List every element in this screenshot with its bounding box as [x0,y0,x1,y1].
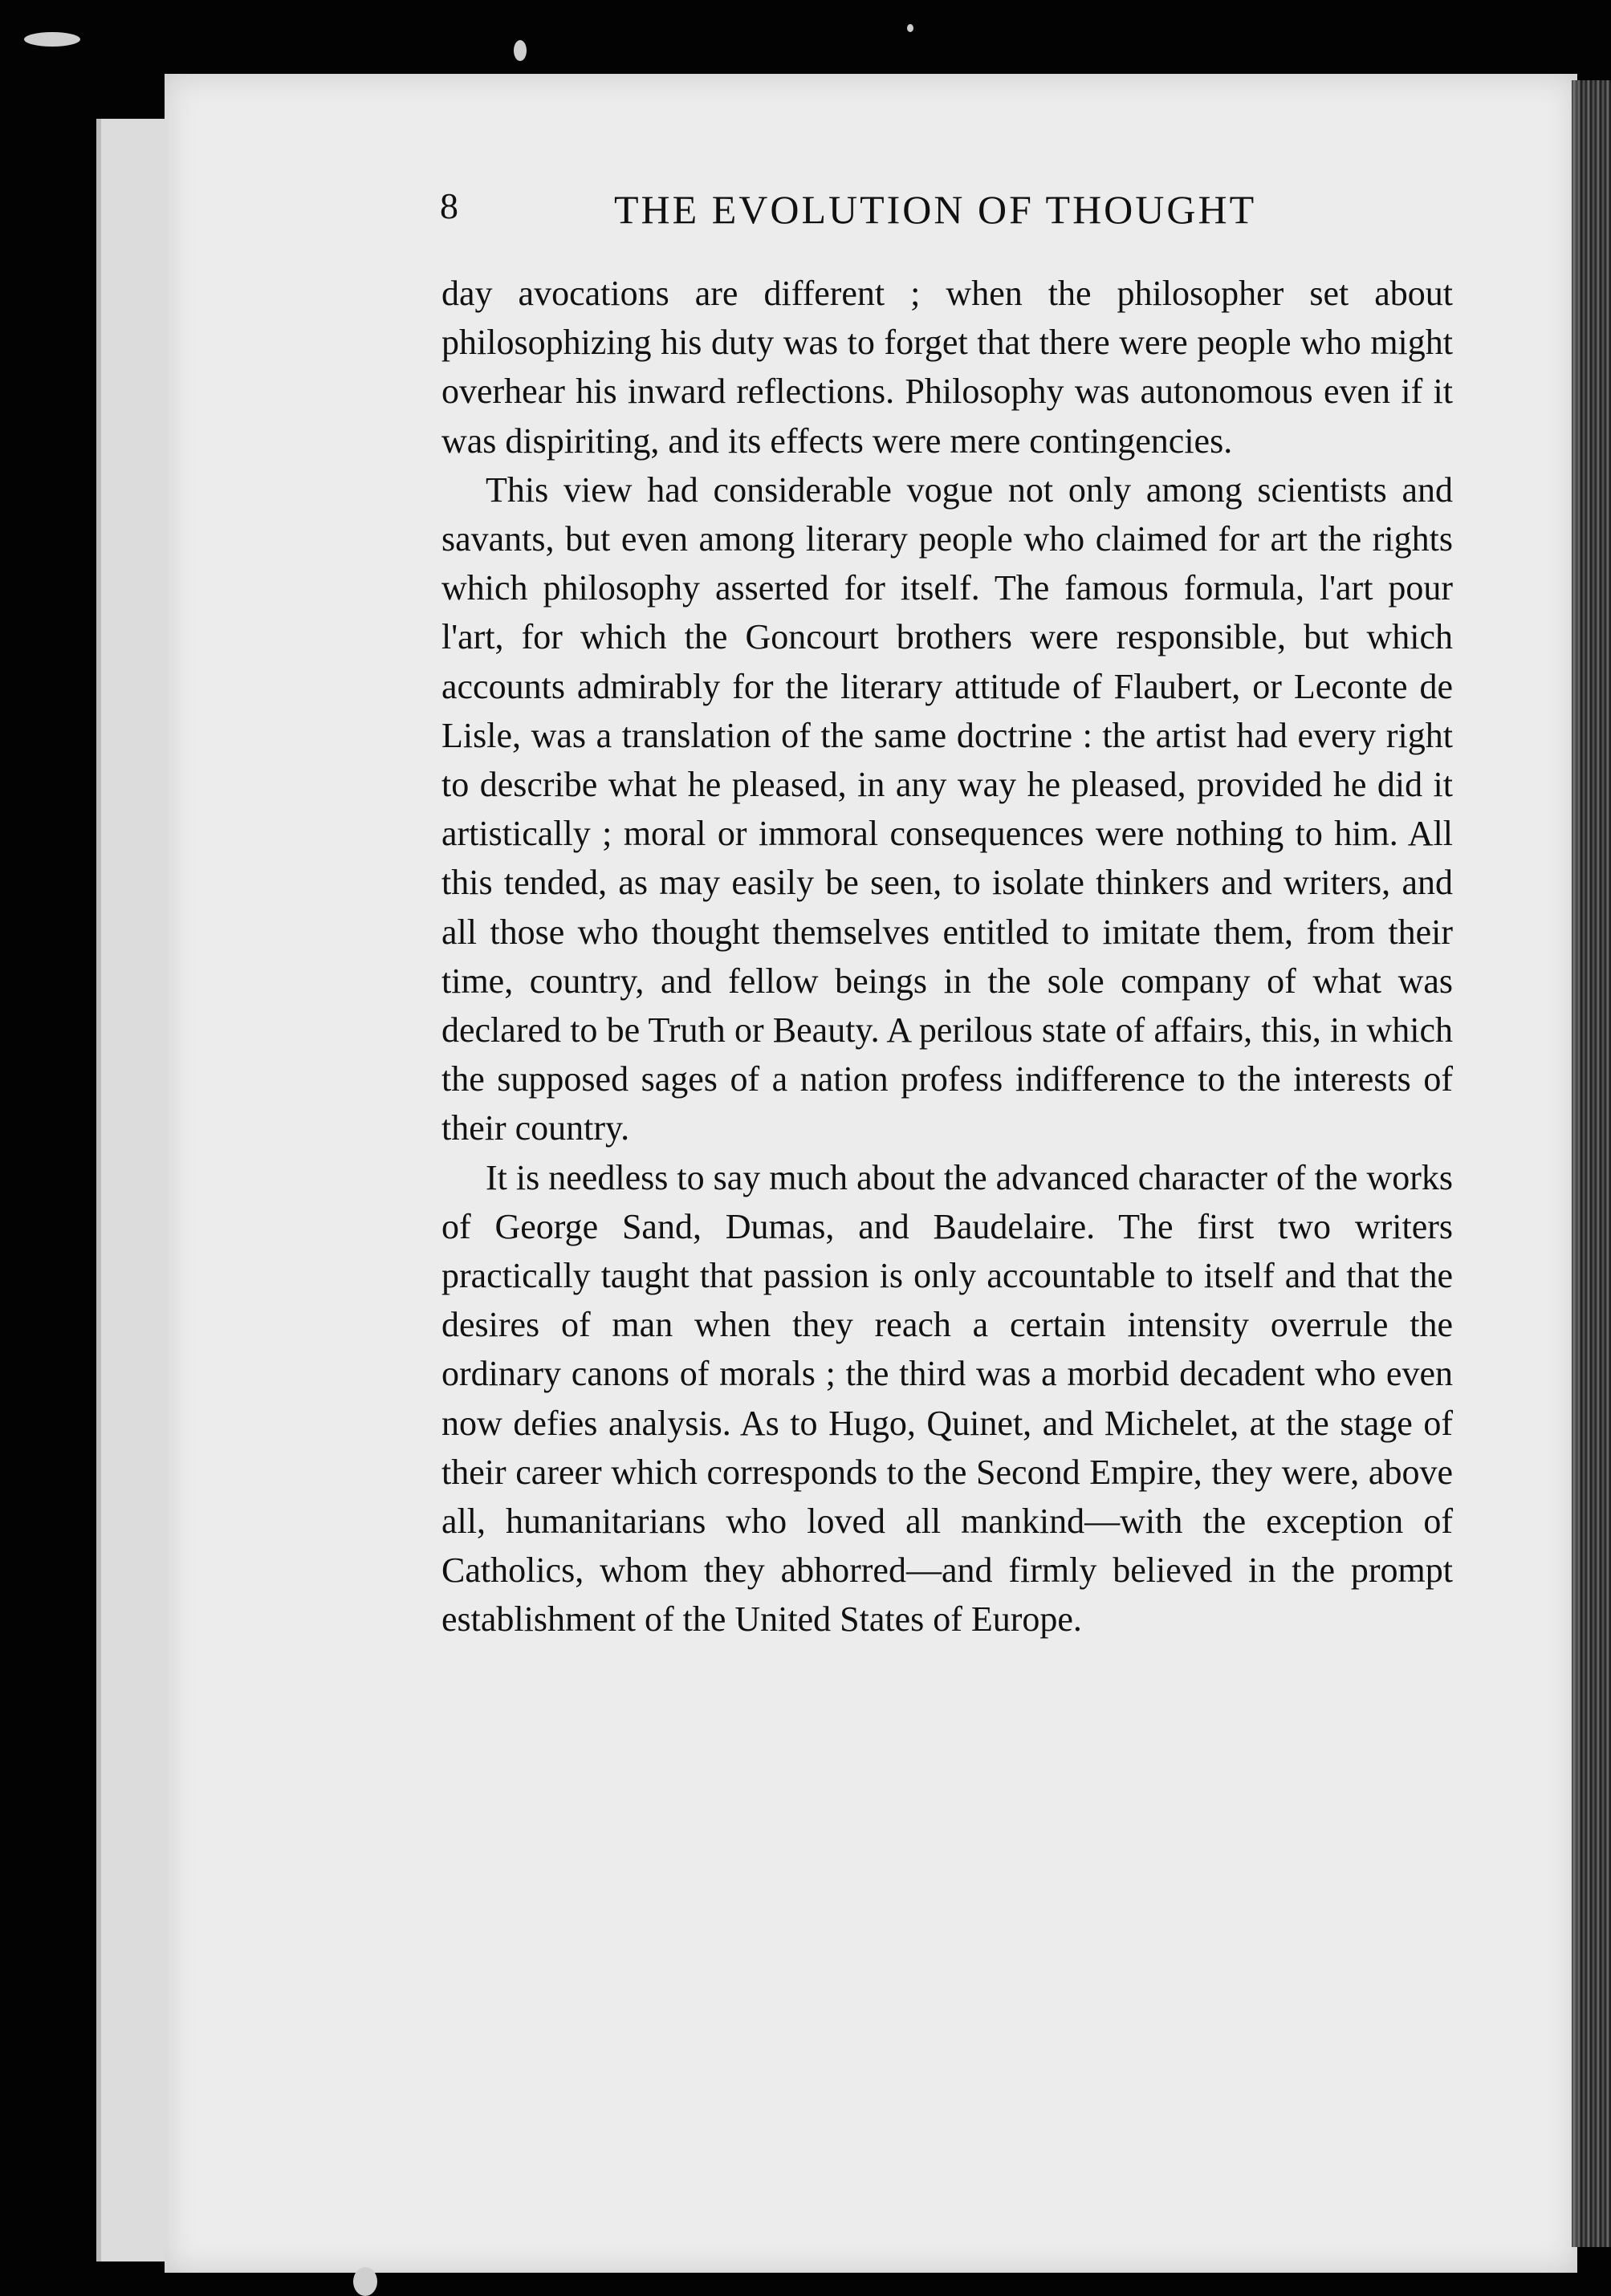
scan-artifact [514,40,527,61]
page-number: 8 [440,185,458,226]
running-title: THE EVOLUTION OF THOUGHT [614,187,1257,232]
paragraph: This view had considerable vogue not only among scientists and savants, but even among literary people who claimed for art the rights which philosophy asserted for itself. The famous formula, l'art pour l'art, for which the Goncourt brothers were responsible, but which accounts admirably for the literary attitude of Flaubert, or Leconte de Lisle, was a translation of the same doctrine : the artist had every right to describe what he pleased, in any way he pleased, provided he did it artistically ; moral or immoral consequences were nothing to him. All this tended, as may easily be seen, to isolate thinkers and writers, and all those who thought themselves entitled to imitate them, from their time, country, and fellow beings in the sole company of what was declared to be Truth or Beauty. A perilous state of affairs, this, in which the supposed sages of a nation profess indifference to the interests of their country. [441,469,1453,1148]
page-stack-edge [1572,80,1611,2247]
scan-artifact [907,24,913,32]
paragraph: It is needless to say much about the advanced character of the works of George Sand, Dumas, and Baudelaire. The first two writers practically taught that passion is only accountable to itself and that the desires of man when they reach a certain intensity overrule the ordinary canons of morals ; the third was a morbid decadent who even now defies analysis. As to Hugo, Quinet, and Michelet, at the stage of their career which corresponds to the Second Empire, they were, above all, humanitarians who loved all mankind—with the exception of Catholics, whom they abhorred—and firmly believed in the prompt establishment of the United States of Europe. [441,1157,1453,1640]
scan-artifact [24,32,80,47]
scan-artifact [353,2267,377,2296]
paragraph-continued: day avocations are different ; when the philosopher set about philosophizing his duty was to forget that there were people who might overhear his inward reflections. Philosophy was autonomous even if it was dispiriting, and its effects were mere contingencies. [441,274,1453,461]
body-text [441,269,1453,1644]
